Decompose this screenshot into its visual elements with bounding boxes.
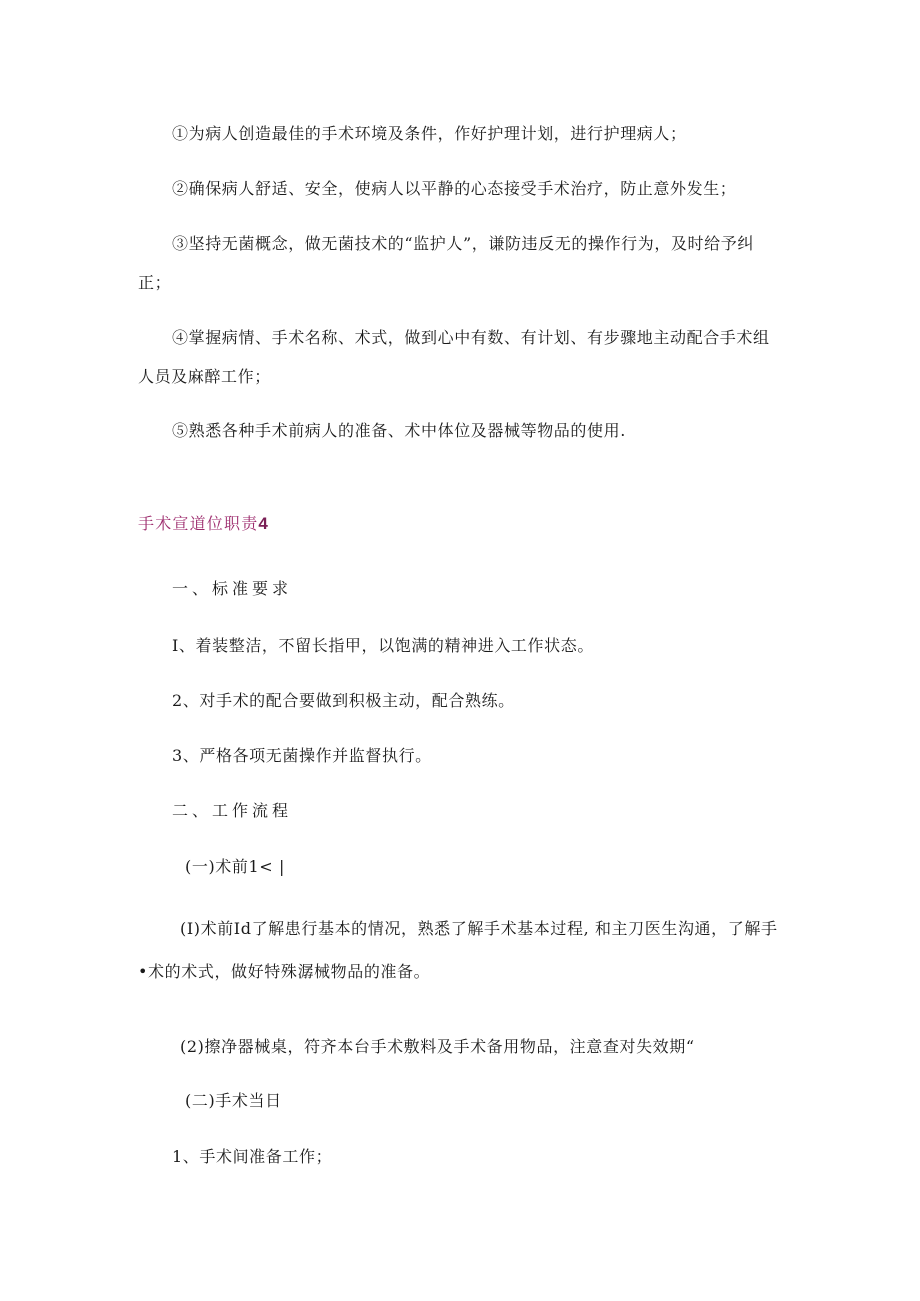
paragraph-3-line-2: 正； — [138, 273, 172, 292]
paragraph-3-line-1: ③坚持无菌概念，做无菌技术的“监护人”，谦防违反无的操作行为，及时给予纠 — [172, 234, 754, 253]
preop-paragraph-1-line-2: •术的术式，做好特殊潺械物品的准备。 — [138, 962, 431, 981]
preop-paragraph-2: (2)擦净器械桌，符齐本台手术敷料及手术备用物品，注意查对失效期“ — [180, 1037, 695, 1056]
section-heading — [138, 514, 269, 534]
section-heading-text: 手术宣道位职责 — [138, 514, 259, 533]
requirement-item-3: 3、严格各项无菌操作并监督执行。 — [172, 746, 432, 765]
section-heading-number: 4 — [258, 514, 270, 533]
paragraph-5: ⑤熟悉各种手术前病人的准备、术中体位及器械等物品的使用. — [172, 421, 626, 440]
paragraph-1: ①为病人创造最佳的手术环境及条件，作好护理计划，进行护理病人； — [172, 124, 687, 143]
requirement-item-2: 2、对手术的配合要做到积极主动，配合熟练。 — [172, 691, 515, 710]
subheading-preop: (一)术前1< | — [185, 857, 285, 876]
heading-workflow: 二、工作流程 — [172, 801, 293, 820]
preop-paragraph-1-line-1: (I)术前Id了解患行基本的情况，熟悉了解手术基本过程, 和主刀医生沟通，了解手 — [180, 919, 778, 938]
surgery-day-item-1: 1、手术间准备工作； — [172, 1147, 333, 1166]
heading-standard-requirements: 一、标准要求 — [172, 579, 293, 598]
paragraph-2: ②确保病人舒适、安全，使病人以平静的心态接受手术治疗，防止意外发生； — [172, 179, 737, 198]
paragraph-4-line-2: 人员及麻醉工作； — [138, 367, 271, 386]
paragraph-4-line-1: ④掌握病情、手术名称、术式，做到心中有数、有计划、有步骤地主动配合手术组 — [172, 328, 770, 347]
requirement-item-1: I、着装整洁，不留长指甲，以饱满的精神进入工作状态。 — [172, 636, 594, 655]
subheading-surgery-day: (二)手术当日 — [185, 1091, 282, 1110]
